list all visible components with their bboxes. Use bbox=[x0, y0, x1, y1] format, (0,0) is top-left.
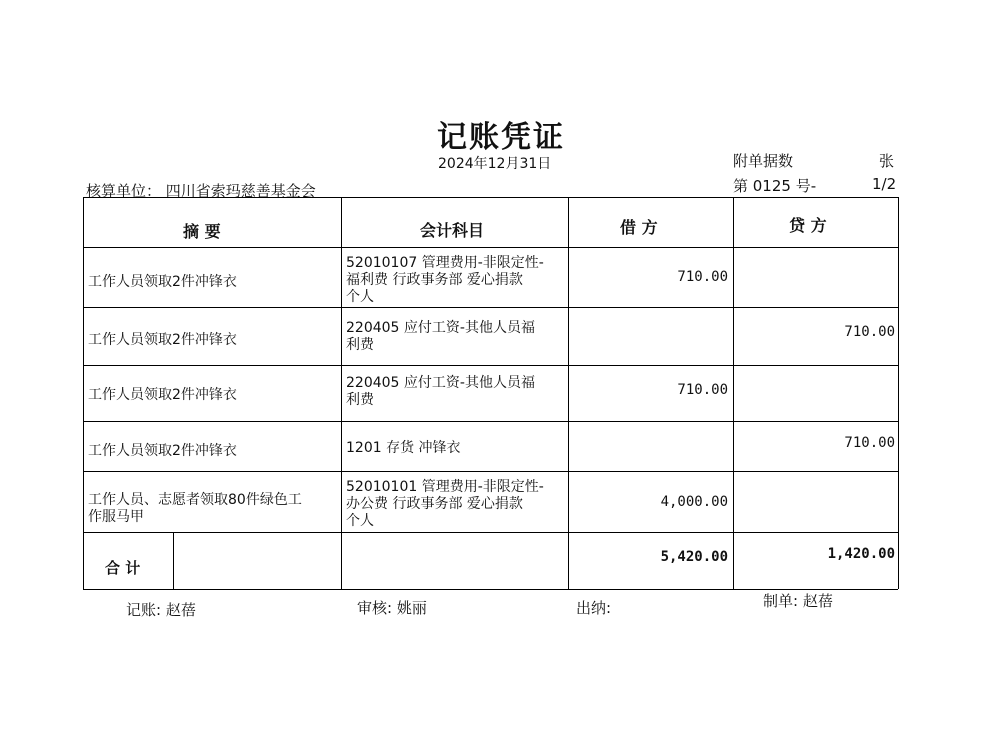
attachment-unit: 张 bbox=[879, 152, 895, 170]
row2-credit: 710.00 bbox=[844, 324, 895, 340]
row5-account-line2: 办公费 行政事务部 爱心捐款 bbox=[346, 496, 523, 512]
row2-account-line2: 利费 bbox=[346, 337, 374, 353]
row1-account-line2: 福利费 行政事务部 爱心捐款 bbox=[346, 272, 523, 288]
row4-summary: 工作人员领取2件冲锋衣 bbox=[88, 443, 237, 459]
total-label: 合 计 bbox=[105, 559, 141, 577]
row3-account-line2: 利费 bbox=[346, 392, 374, 408]
row1-debit: 710.00 bbox=[677, 269, 728, 285]
row3-summary: 工作人员领取2件冲锋衣 bbox=[88, 387, 237, 403]
header-debit: 借 方 bbox=[620, 218, 658, 237]
total-credit: 1,420.00 bbox=[827, 546, 895, 562]
row5-account-line1: 52010101 管理费用-非限定性- bbox=[346, 479, 544, 495]
accounting-unit: 核算单位： 四川省索玛慈善基金会 bbox=[86, 182, 316, 200]
reviewer-signature: 审核: 姚丽 bbox=[357, 599, 427, 617]
voucher-number: 第 0125 号- bbox=[733, 177, 817, 195]
row4-credit: 710.00 bbox=[844, 435, 895, 451]
voucher-date: 2024年12月31日 bbox=[438, 156, 552, 172]
row2-account-line1: 220405 应付工资-其他人员福 bbox=[346, 320, 535, 336]
preparer-signature: 制单: 赵蓓 bbox=[763, 592, 833, 610]
row1-account-line1: 52010107 管理费用-非限定性- bbox=[346, 255, 544, 271]
row1-account-line3: 个人 bbox=[346, 289, 374, 305]
header-credit: 贷 方 bbox=[789, 216, 827, 235]
row5-summary-line1: 工作人员、志愿者领取80件绿色工 bbox=[88, 492, 302, 508]
cashier-signature: 出纳: bbox=[576, 599, 612, 617]
bookkeeper-signature: 记账: 赵蓓 bbox=[126, 601, 196, 619]
header-summary: 摘 要 bbox=[183, 222, 221, 241]
row5-account-line3: 个人 bbox=[346, 513, 374, 529]
row2-summary: 工作人员领取2件冲锋衣 bbox=[88, 332, 237, 348]
voucher-table bbox=[83, 197, 898, 589]
attachment-count-label: 附单据数 bbox=[733, 152, 794, 170]
row5-summary-line2: 作服马甲 bbox=[88, 509, 144, 525]
row3-debit: 710.00 bbox=[677, 382, 728, 398]
row4-account-line1: 1201 存货 冲锋衣 bbox=[346, 440, 461, 456]
row5-debit: 4,000.00 bbox=[660, 494, 728, 510]
header-account: 会计科目 bbox=[420, 221, 485, 240]
row1-summary: 工作人员领取2件冲锋衣 bbox=[88, 274, 237, 290]
total-debit: 5,420.00 bbox=[660, 549, 728, 565]
row3-account-line1: 220405 应付工资-其他人员福 bbox=[346, 375, 535, 391]
voucher-page: 1/2 bbox=[872, 175, 897, 193]
voucher-title: 记账凭证 bbox=[437, 120, 565, 155]
